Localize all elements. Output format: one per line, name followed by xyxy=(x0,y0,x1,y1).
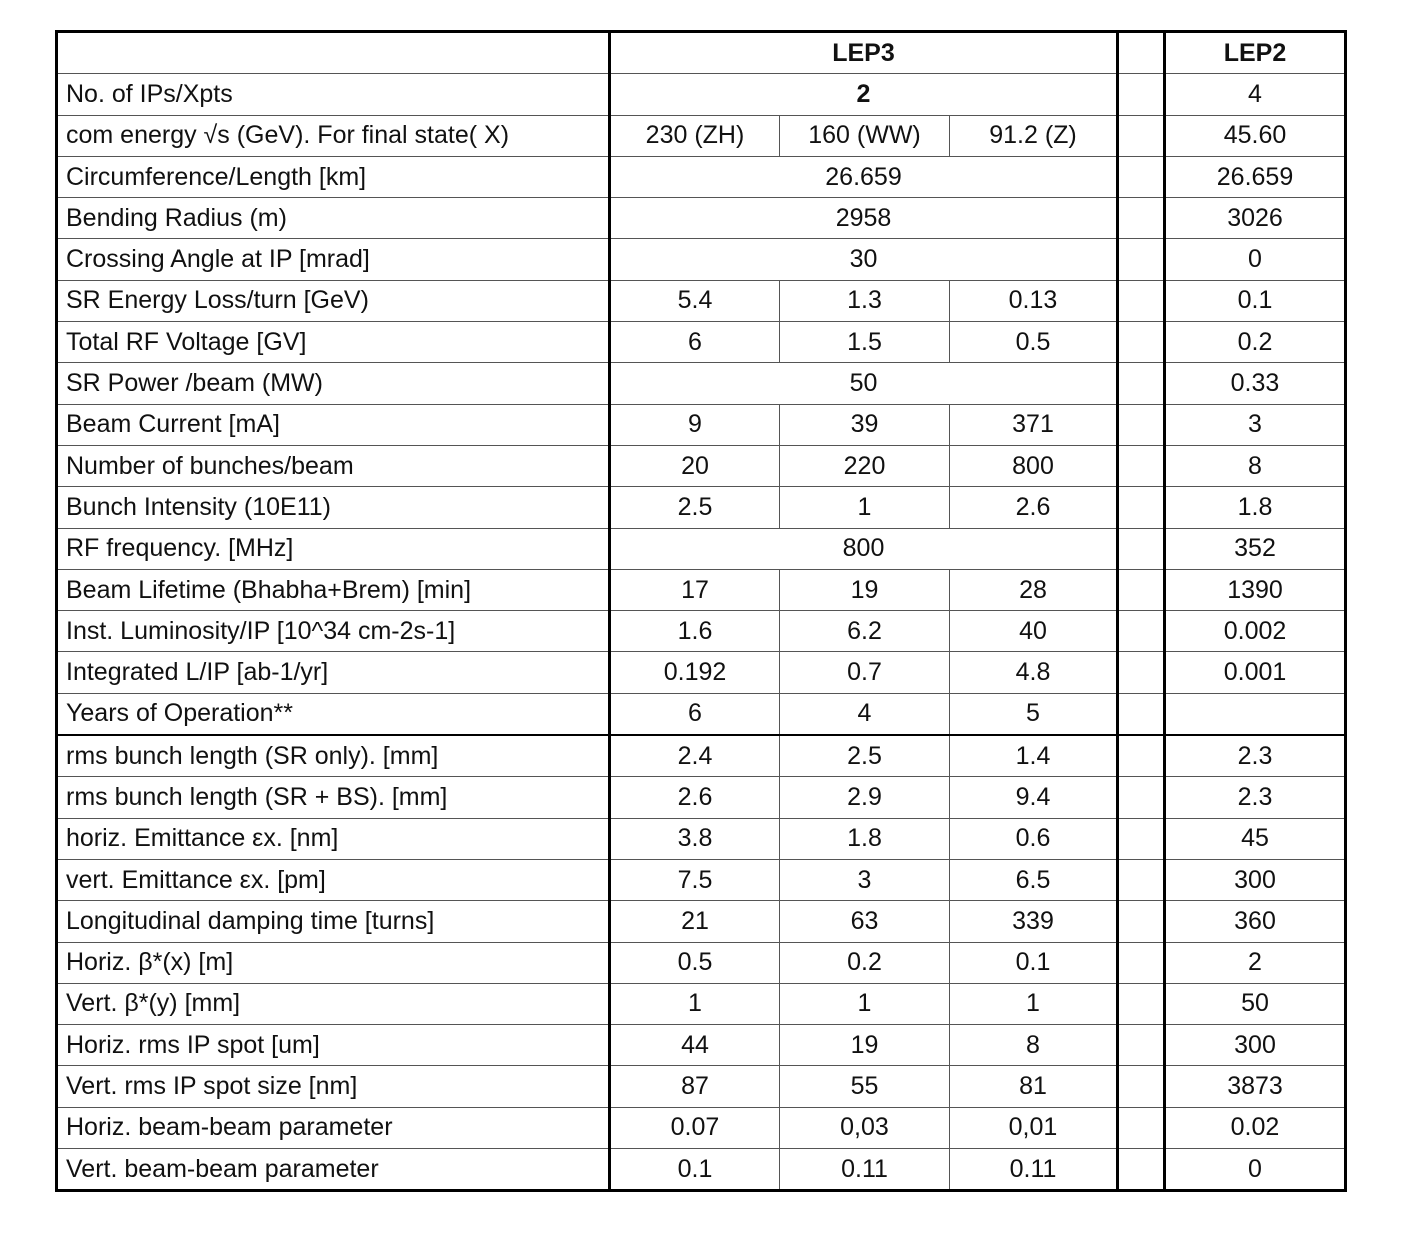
spacer-cell xyxy=(1118,569,1165,610)
table-row xyxy=(57,1107,1346,1148)
cell-zh: 21 xyxy=(610,901,780,942)
cell-lep2: 0.002 xyxy=(1165,611,1346,652)
header-lep3: LEP3 xyxy=(610,32,1118,74)
spacer-cell xyxy=(1118,74,1165,115)
cell-lep2: 1390 xyxy=(1165,569,1346,610)
cell-zh: 6 xyxy=(610,693,780,735)
cell-ww: 19 xyxy=(780,569,950,610)
spacer-cell xyxy=(1118,322,1165,363)
cell-ww: 0.2 xyxy=(780,942,950,983)
cell-ww: 1 xyxy=(780,983,950,1024)
cell-lep2: 352 xyxy=(1165,528,1346,569)
spacer-cell xyxy=(1118,818,1165,859)
cell-lep2: 3026 xyxy=(1165,198,1346,239)
row-label: Inst. Luminosity/IP [10^34 cm-2s-1] xyxy=(57,611,610,652)
cell-z: 2.6 xyxy=(950,487,1118,528)
row-label: Total RF Voltage [GV] xyxy=(57,322,610,363)
table-row xyxy=(57,1149,1346,1191)
cell-lep2: 2.3 xyxy=(1165,735,1346,777)
cell-z: 8 xyxy=(950,1025,1118,1066)
cell-z: 4.8 xyxy=(950,652,1118,693)
row-label: Circumference/Length [km] xyxy=(57,156,610,197)
row-label: SR Power /beam (MW) xyxy=(57,363,610,404)
cell-ww: 160 (WW) xyxy=(780,115,950,156)
cell-z: 0.13 xyxy=(950,280,1118,321)
cell-lep2: 3 xyxy=(1165,404,1346,445)
row-label: rms bunch length (SR + BS). [mm] xyxy=(57,777,610,818)
table-row xyxy=(57,942,1346,983)
table-row xyxy=(57,1025,1346,1066)
cell-z: 1 xyxy=(950,983,1118,1024)
table-row xyxy=(57,404,1346,445)
cell-ww: 63 xyxy=(780,901,950,942)
table-row xyxy=(57,363,1346,404)
cell-lep2: 26.659 xyxy=(1165,156,1346,197)
row-label: com energy √s (GeV). For final state( X) xyxy=(57,115,610,156)
cell-lep2: 3873 xyxy=(1165,1066,1346,1107)
spacer-cell xyxy=(1118,528,1165,569)
cell-zh: 6 xyxy=(610,322,780,363)
table-row xyxy=(57,859,1346,900)
cell-lep2: 0.1 xyxy=(1165,280,1346,321)
cell-ww: 19 xyxy=(780,1025,950,1066)
spacer-cell xyxy=(1118,404,1165,445)
cell-lep2: 0.33 xyxy=(1165,363,1346,404)
table-row xyxy=(57,818,1346,859)
cell-ww: 1 xyxy=(780,487,950,528)
cell-lep2: 1.8 xyxy=(1165,487,1346,528)
cell-ww: 3 xyxy=(780,859,950,900)
cell-lep2 xyxy=(1165,693,1346,735)
cell-zh: 2.5 xyxy=(610,487,780,528)
spacer-cell xyxy=(1118,1149,1165,1191)
cell-zh: 0.07 xyxy=(610,1107,780,1148)
cell-zh: 5.4 xyxy=(610,280,780,321)
row-label: RF frequency. [MHz] xyxy=(57,528,610,569)
table-row xyxy=(57,115,1346,156)
cell-lep3: 2 xyxy=(610,74,1118,115)
cell-ww: 220 xyxy=(780,445,950,486)
row-label: horiz. Emittance εx. [nm] xyxy=(57,818,610,859)
cell-z: 0,01 xyxy=(950,1107,1118,1148)
spacer-cell xyxy=(1118,1066,1165,1107)
cell-z: 0.6 xyxy=(950,818,1118,859)
cell-lep2: 300 xyxy=(1165,859,1346,900)
row-label: Vert. rms IP spot size [nm] xyxy=(57,1066,610,1107)
spacer-cell xyxy=(1118,901,1165,942)
table-row xyxy=(57,652,1346,693)
parameter-table-sheet xyxy=(55,30,1347,1192)
cell-zh: 7.5 xyxy=(610,859,780,900)
row-label: SR Energy Loss/turn [GeV) xyxy=(57,280,610,321)
row-label: Horiz. beam-beam parameter xyxy=(57,1107,610,1148)
spacer-cell xyxy=(1118,198,1165,239)
cell-ww: 1.3 xyxy=(780,280,950,321)
cell-lep2: 8 xyxy=(1165,445,1346,486)
cell-ww: 0.7 xyxy=(780,652,950,693)
cell-zh: 9 xyxy=(610,404,780,445)
cell-lep2: 0 xyxy=(1165,239,1346,280)
cell-ww: 0.11 xyxy=(780,1149,950,1191)
row-label: vert. Emittance εx. [pm] xyxy=(57,859,610,900)
cell-lep3: 26.659 xyxy=(610,156,1118,197)
row-label: Bunch Intensity (10E11) xyxy=(57,487,610,528)
row-label: Beam Current [mA] xyxy=(57,404,610,445)
spacer-cell xyxy=(1118,777,1165,818)
row-label: Horiz. β*(x) [m] xyxy=(57,942,610,983)
parameter-table xyxy=(55,30,1347,1192)
row-label: Years of Operation** xyxy=(57,693,610,735)
cell-z: 339 xyxy=(950,901,1118,942)
row-label: rms bunch length (SR only). [mm] xyxy=(57,735,610,777)
cell-zh: 87 xyxy=(610,1066,780,1107)
cell-ww: 55 xyxy=(780,1066,950,1107)
cell-zh: 44 xyxy=(610,1025,780,1066)
table-row xyxy=(57,239,1346,280)
cell-ww: 1.5 xyxy=(780,322,950,363)
cell-lep2: 300 xyxy=(1165,1025,1346,1066)
spacer-cell xyxy=(1118,280,1165,321)
table-row xyxy=(57,445,1346,486)
table-row xyxy=(57,322,1346,363)
cell-z: 0.5 xyxy=(950,322,1118,363)
cell-lep2: 0.2 xyxy=(1165,322,1346,363)
row-label: Number of bunches/beam xyxy=(57,445,610,486)
cell-lep2: 45 xyxy=(1165,818,1346,859)
spacer-cell xyxy=(1118,239,1165,280)
cell-ww: 1.8 xyxy=(780,818,950,859)
cell-z: 5 xyxy=(950,693,1118,735)
cell-zh: 0.1 xyxy=(610,1149,780,1191)
cell-zh: 0.5 xyxy=(610,942,780,983)
table-row xyxy=(57,1066,1346,1107)
cell-ww: 0,03 xyxy=(780,1107,950,1148)
row-label: Integrated L/IP [ab-1/yr] xyxy=(57,652,610,693)
table-row xyxy=(57,198,1346,239)
cell-lep2: 50 xyxy=(1165,983,1346,1024)
cell-lep2: 0.02 xyxy=(1165,1107,1346,1148)
cell-z: 371 xyxy=(950,404,1118,445)
row-label: Crossing Angle at IP [mrad] xyxy=(57,239,610,280)
cell-zh: 1 xyxy=(610,983,780,1024)
cell-ww: 39 xyxy=(780,404,950,445)
cell-zh: 2.6 xyxy=(610,777,780,818)
cell-lep2: 0 xyxy=(1165,1149,1346,1191)
cell-lep2: 45.60 xyxy=(1165,115,1346,156)
cell-z: 800 xyxy=(950,445,1118,486)
cell-lep3: 2958 xyxy=(610,198,1118,239)
cell-zh: 2.4 xyxy=(610,735,780,777)
cell-ww: 6.2 xyxy=(780,611,950,652)
cell-lep2: 0.001 xyxy=(1165,652,1346,693)
header-row xyxy=(57,32,1346,74)
table-row xyxy=(57,74,1346,115)
row-label: No. of IPs/Xpts xyxy=(57,74,610,115)
spacer-cell xyxy=(1118,363,1165,404)
cell-zh: 20 xyxy=(610,445,780,486)
cell-z: 81 xyxy=(950,1066,1118,1107)
cell-zh: 3.8 xyxy=(610,818,780,859)
spacer-cell xyxy=(1118,983,1165,1024)
cell-z: 0.1 xyxy=(950,942,1118,983)
cell-lep2: 4 xyxy=(1165,74,1346,115)
cell-ww: 2.9 xyxy=(780,777,950,818)
cell-lep2: 2 xyxy=(1165,942,1346,983)
spacer-cell xyxy=(1118,487,1165,528)
spacer-cell xyxy=(1118,859,1165,900)
table-row xyxy=(57,156,1346,197)
cell-ww: 4 xyxy=(780,693,950,735)
spacer-cell xyxy=(1118,652,1165,693)
row-label: Bending Radius (m) xyxy=(57,198,610,239)
cell-ww: 2.5 xyxy=(780,735,950,777)
cell-lep3: 30 xyxy=(610,239,1118,280)
table-row xyxy=(57,280,1346,321)
cell-zh: 0.192 xyxy=(610,652,780,693)
table-row xyxy=(57,735,1346,777)
cell-lep3: 50 xyxy=(610,363,1118,404)
cell-z: 91.2 (Z) xyxy=(950,115,1118,156)
cell-zh: 230 (ZH) xyxy=(610,115,780,156)
cell-lep3: 800 xyxy=(610,528,1118,569)
header-lep2: LEP2 xyxy=(1165,32,1346,74)
cell-zh: 1.6 xyxy=(610,611,780,652)
cell-z: 28 xyxy=(950,569,1118,610)
spacer-cell xyxy=(1118,32,1165,74)
spacer-cell xyxy=(1118,611,1165,652)
spacer-cell xyxy=(1118,445,1165,486)
row-label: Vert. beam-beam parameter xyxy=(57,1149,610,1191)
header-blank-cell xyxy=(57,32,610,74)
cell-lep2: 360 xyxy=(1165,901,1346,942)
spacer-cell xyxy=(1118,942,1165,983)
spacer-cell xyxy=(1118,156,1165,197)
cell-z: 1.4 xyxy=(950,735,1118,777)
table-row xyxy=(57,528,1346,569)
row-label: Longitudinal damping time [turns] xyxy=(57,901,610,942)
cell-z: 40 xyxy=(950,611,1118,652)
cell-lep2: 2.3 xyxy=(1165,777,1346,818)
cell-z: 9.4 xyxy=(950,777,1118,818)
spacer-cell xyxy=(1118,1107,1165,1148)
spacer-cell xyxy=(1118,1025,1165,1066)
table-row xyxy=(57,611,1346,652)
row-label: Horiz. rms IP spot [um] xyxy=(57,1025,610,1066)
cell-z: 0.11 xyxy=(950,1149,1118,1191)
spacer-cell xyxy=(1118,735,1165,777)
table-row xyxy=(57,487,1346,528)
table-row xyxy=(57,693,1346,735)
table-row xyxy=(57,901,1346,942)
row-label: Beam Lifetime (Bhabha+Brem) [min] xyxy=(57,569,610,610)
spacer-cell xyxy=(1118,115,1165,156)
row-label: Vert. β*(y) [mm] xyxy=(57,983,610,1024)
table-row xyxy=(57,569,1346,610)
table-row xyxy=(57,777,1346,818)
spacer-cell xyxy=(1118,693,1165,735)
cell-zh: 17 xyxy=(610,569,780,610)
table-row xyxy=(57,983,1346,1024)
cell-z: 6.5 xyxy=(950,859,1118,900)
